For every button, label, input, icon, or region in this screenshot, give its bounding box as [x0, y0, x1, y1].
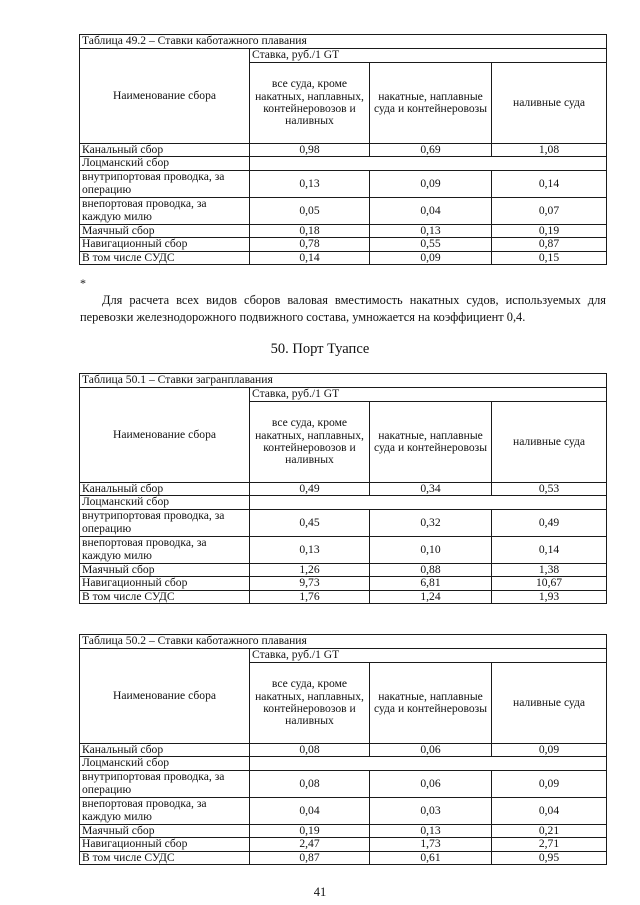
rate-header: Ставка, руб./1 GT [250, 649, 607, 663]
fee-name: внепортовая проводка, за каждую милю [80, 197, 250, 224]
fee-name: Маячный сбор [80, 224, 250, 237]
rate-value: 1,93 [492, 590, 607, 603]
rate-value: 0,14 [492, 536, 607, 563]
category-header: накатные, наплавные суда и контейнеровозы [370, 663, 492, 744]
table-row [80, 577, 607, 590]
rate-value: 0,13 [250, 170, 370, 197]
fee-name: внепортовая проводка, за каждую милю [80, 797, 250, 824]
fee-name: внепортовая проводка, за каждую милю [80, 536, 250, 563]
rates-table-49-2 [79, 34, 607, 265]
rate-value: 0,19 [492, 224, 607, 237]
rate-value: 6,81 [370, 577, 492, 590]
rate-value: 0,15 [492, 251, 607, 264]
rate-value: 9,73 [250, 577, 370, 590]
rate-value: 0,06 [370, 744, 492, 757]
category-header: наливные суда [492, 663, 607, 744]
rate-value: 1,08 [492, 144, 607, 157]
rate-value: 0,49 [250, 483, 370, 496]
table-row [80, 838, 607, 851]
rate-value: 0,45 [250, 509, 370, 536]
table-row [80, 851, 607, 864]
empty-cell [250, 157, 607, 170]
table-caption: Таблица 49.2 – Ставки каботажного плавания [80, 35, 607, 49]
table-caption: Таблица 50.2 – Ставки каботажного плавания [80, 635, 607, 649]
category-header: все суда, кроме накатных, наплавных, контейнеровозов и наливных [250, 63, 370, 144]
table-row [80, 590, 607, 603]
rate-value: 1,26 [250, 563, 370, 576]
rate-value: 0,04 [492, 797, 607, 824]
fee-name: В том числе СУДС [80, 851, 250, 864]
rate-value: 0,05 [250, 197, 370, 224]
table-row [80, 251, 607, 264]
rate-value: 0,87 [250, 851, 370, 864]
fee-name: внутрипортовая проводка, за операцию [80, 509, 250, 536]
fee-name: внутрипортовая проводка, за операцию [80, 170, 250, 197]
category-header: наливные суда [492, 63, 607, 144]
table-caption: Таблица 50.1 – Ставки загранплавания [80, 374, 607, 388]
fee-name: Навигационный сбор [80, 838, 250, 851]
rate-value: 1,73 [370, 838, 492, 851]
rate-value: 0,09 [370, 170, 492, 197]
footnote-marker: * [80, 276, 86, 290]
rate-value: 0,08 [250, 770, 370, 797]
rate-value: 0,08 [250, 744, 370, 757]
section-title: 50. Порт Туапсе [270, 341, 370, 357]
rate-value: 0,34 [370, 483, 492, 496]
fee-name-header: Наименование сбора [80, 388, 250, 483]
fee-name: Лоцманский сбор [80, 496, 250, 509]
category-header: все суда, кроме накатных, наплавных, контейнеровозов и наливных [250, 402, 370, 483]
table-row [80, 170, 607, 197]
rate-value: 0,14 [250, 251, 370, 264]
fee-name-header: Наименование сбора [80, 649, 250, 744]
table-row [80, 496, 607, 509]
rate-value: 0,13 [370, 824, 492, 837]
rates-table-50-1 [79, 373, 607, 604]
fee-name: Лоцманский сбор [80, 157, 250, 170]
rate-value: 0,61 [370, 851, 492, 864]
table-row [80, 757, 607, 770]
table-row [80, 224, 607, 237]
rate-value: 1,76 [250, 590, 370, 603]
fee-name: Канальный сбор [80, 144, 250, 157]
fee-name: Навигационный сбор [80, 238, 250, 251]
rate-value: 0,04 [250, 797, 370, 824]
fee-name: Канальный сбор [80, 744, 250, 757]
rate-value: 0,55 [370, 238, 492, 251]
rate-header: Ставка, руб./1 GT [250, 49, 607, 63]
rate-value: 0,78 [250, 238, 370, 251]
table-row [80, 197, 607, 224]
rate-value: 0,04 [370, 197, 492, 224]
rate-header: Ставка, руб./1 GT [250, 388, 607, 402]
rate-value: 0,07 [492, 197, 607, 224]
fee-name: внутрипортовая проводка, за операцию [80, 770, 250, 797]
category-header: накатные, наплавные суда и контейнеровозы [370, 402, 492, 483]
footnote-text: Для расчета всех видов сборов валовая вместимость накатных судов, используемых для перевозки железнодорожного подвижного состава, умножается на коэффициент 0,4. [80, 293, 606, 324]
rate-value: 0,18 [250, 224, 370, 237]
table-row [80, 797, 607, 824]
rate-value: 0,49 [492, 509, 607, 536]
rate-value: 0,06 [370, 770, 492, 797]
fee-name: Канальный сбор [80, 483, 250, 496]
fee-name-header: Наименование сбора [80, 49, 250, 144]
rate-value: 0,09 [492, 744, 607, 757]
fee-name: Навигационный сбор [80, 577, 250, 590]
table-row [80, 824, 607, 837]
table-row [80, 509, 607, 536]
fee-name: Маячный сбор [80, 824, 250, 837]
category-header: наливные суда [492, 402, 607, 483]
rate-value: 1,24 [370, 590, 492, 603]
rate-value: 0,09 [370, 251, 492, 264]
rate-value: 0,09 [492, 770, 607, 797]
table-row [80, 536, 607, 563]
table-row [80, 744, 607, 757]
rate-value: 0,21 [492, 824, 607, 837]
rate-value: 0,32 [370, 509, 492, 536]
rate-value: 0,10 [370, 536, 492, 563]
fee-name: Лоцманский сбор [80, 757, 250, 770]
fee-name: В том числе СУДС [80, 251, 250, 264]
rate-value: 10,67 [492, 577, 607, 590]
table-row [80, 238, 607, 251]
rate-value: 0,03 [370, 797, 492, 824]
rate-value: 0,98 [250, 144, 370, 157]
empty-cell [250, 757, 607, 770]
rate-value: 0,53 [492, 483, 607, 496]
rate-value: 0,13 [250, 536, 370, 563]
table-row [80, 770, 607, 797]
rate-value: 0,14 [492, 170, 607, 197]
rate-value: 0,87 [492, 238, 607, 251]
fee-name: Маячный сбор [80, 563, 250, 576]
rate-value: 0,13 [370, 224, 492, 237]
rate-value: 0,19 [250, 824, 370, 837]
rates-table-50-2 [79, 634, 607, 865]
fee-name: В том числе СУДС [80, 590, 250, 603]
table-row [80, 563, 607, 576]
table-row [80, 483, 607, 496]
category-header: накатные, наплавные суда и контейнеровозы [370, 63, 492, 144]
rate-value: 2,47 [250, 838, 370, 851]
rate-value: 0,95 [492, 851, 607, 864]
table-row [80, 157, 607, 170]
table-row [80, 144, 607, 157]
rate-value: 1,38 [492, 563, 607, 576]
page-number: 41 [313, 885, 327, 899]
rate-value: 2,71 [492, 838, 607, 851]
category-header: все суда, кроме накатных, наплавных, контейнеровозов и наливных [250, 663, 370, 744]
empty-cell [250, 496, 607, 509]
rate-value: 0,69 [370, 144, 492, 157]
rate-value: 0,88 [370, 563, 492, 576]
